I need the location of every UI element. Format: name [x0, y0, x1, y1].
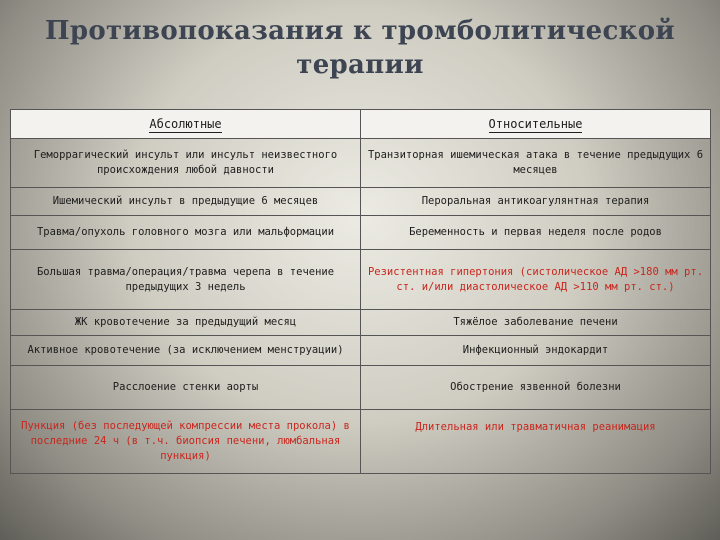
absolute-cell: Геморрагический инсульт или инсульт неизвестного происхождения любой давности — [11, 139, 361, 188]
absolute-cell: Активное кровотечение (за исключением менструации) — [11, 336, 361, 366]
absolute-cell: Травма/опухоль головного мозга или мальформации — [11, 216, 361, 250]
contraindications-table — [10, 109, 711, 474]
slide-title — [0, 14, 720, 82]
table-row — [11, 216, 711, 250]
relative-cell: Инфекционный эндокардит — [361, 336, 711, 366]
contraindications-table-wrap — [10, 109, 710, 474]
absolute-cell: ЖК кровотечение за предыдущий месяц — [11, 310, 361, 336]
table-header-row — [11, 110, 711, 139]
slide-title-line2: терапии — [296, 50, 424, 80]
table-row — [11, 139, 711, 188]
absolute-cell: Расслоение стенки аорты — [11, 366, 361, 410]
relative-cell: Пероральная антикоагулянтная терапия — [361, 188, 711, 216]
table-row — [11, 410, 711, 474]
relative-cell: Транзиторная ишемическая атака в течение предыдущих 6 месяцев — [361, 139, 711, 188]
absolute-cell: Ишемический инсульт в предыдущие 6 месяцев — [11, 188, 361, 216]
absolute-cell: Большая травма/операция/травма черепа в течение предыдущих 3 недель — [11, 250, 361, 310]
header-relative-label: Относительные — [488, 116, 583, 131]
table-row — [11, 250, 711, 310]
relative-cell: Тяжёлое заболевание печени — [361, 310, 711, 336]
header-absolute-label: Абсолютные — [149, 116, 222, 131]
relative-cell: Резистентная гипертония (систолическое АД >180 мм рт. ст. и/или диастолическое АД >110 мм рт. ст.) — [361, 250, 711, 310]
header-relative — [361, 110, 711, 139]
header-absolute — [11, 110, 361, 139]
table-row — [11, 310, 711, 336]
relative-cell: Длительная или травматичная реанимация — [361, 410, 711, 474]
table-row — [11, 188, 711, 216]
absolute-cell: Пункция (без последующей компрессии места прокола) в последние 24 ч (в т.ч. биопсия печени, люмбальная пункция) — [11, 410, 361, 474]
relative-cell: Беременность и первая неделя после родов — [361, 216, 711, 250]
relative-cell: Обострение язвенной болезни — [361, 366, 711, 410]
table-row — [11, 366, 711, 410]
slide-title-line1: Противопоказания к тромболитической — [45, 16, 675, 46]
table-row — [11, 336, 711, 366]
